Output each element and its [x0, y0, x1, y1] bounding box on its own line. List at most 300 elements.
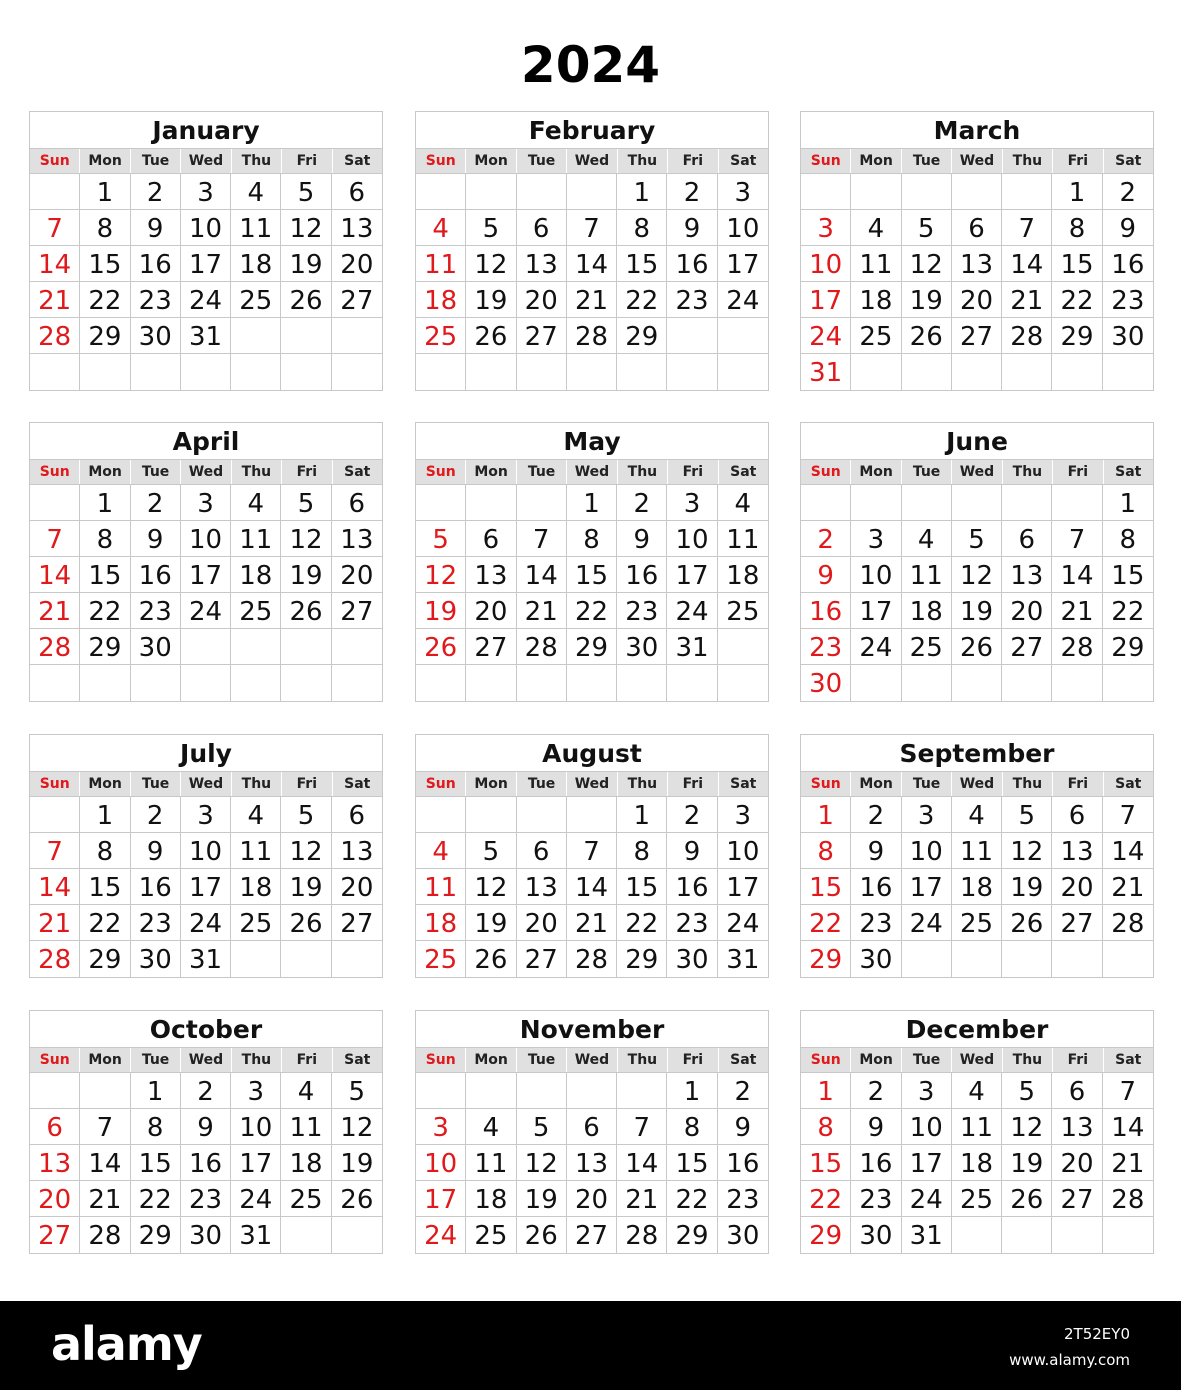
- day-cell: 31: [181, 318, 231, 354]
- day-cell: 19: [952, 593, 1002, 629]
- day-cell: 28: [1103, 1181, 1153, 1217]
- day-cell: 2: [131, 174, 181, 210]
- day-cell: 6: [466, 521, 516, 557]
- weekday-label: Tue: [130, 772, 180, 796]
- day-cell: 9: [851, 833, 901, 869]
- empty-cell: [466, 174, 516, 210]
- day-cell: 14: [30, 246, 80, 282]
- day-cell: 31: [231, 1217, 281, 1253]
- empty-cell: [517, 354, 567, 390]
- day-cell: 27: [567, 1217, 617, 1253]
- day-cell: 13: [1052, 833, 1102, 869]
- day-cell: 21: [567, 905, 617, 941]
- day-cell: 1: [567, 485, 617, 521]
- day-cell: 19: [466, 282, 516, 318]
- day-cell: 5: [517, 1109, 567, 1145]
- day-cell: 25: [952, 1181, 1002, 1217]
- day-cell: 26: [517, 1217, 567, 1253]
- day-cell: 27: [1052, 905, 1102, 941]
- day-cell: 3: [181, 485, 231, 521]
- empty-cell: [851, 485, 901, 521]
- day-cell: 3: [851, 521, 901, 557]
- empty-cell: [718, 629, 768, 665]
- day-cell: 19: [281, 246, 331, 282]
- day-cell: 25: [231, 282, 281, 318]
- day-cell: 19: [332, 1145, 382, 1181]
- day-cell: 6: [332, 485, 382, 521]
- empty-cell: [466, 485, 516, 521]
- weekday-label: Fri: [1052, 772, 1102, 796]
- day-cell: 26: [332, 1181, 382, 1217]
- weekday-header: [801, 460, 1153, 485]
- day-cell: 24: [718, 282, 768, 318]
- weekday-header: [801, 149, 1153, 174]
- weekday-label: Sun: [425, 1052, 456, 1068]
- month-title: September: [801, 735, 1153, 772]
- day-cell: 8: [1052, 210, 1102, 246]
- day-cell: 4: [416, 833, 466, 869]
- weekday-label: Tue: [901, 460, 951, 484]
- day-cell: 9: [131, 210, 181, 246]
- day-cell: 28: [567, 941, 617, 977]
- day-cell: 13: [332, 210, 382, 246]
- day-cell: 5: [1002, 1073, 1052, 1109]
- month-title: June: [801, 423, 1153, 460]
- day-cell: 5: [466, 833, 516, 869]
- weekday-label: Wed: [566, 149, 616, 173]
- month-november: [415, 1010, 769, 1254]
- day-cell: 2: [801, 521, 851, 557]
- day-cell: 11: [718, 521, 768, 557]
- day-cell: 21: [1103, 1145, 1153, 1181]
- day-cell: 31: [181, 941, 231, 977]
- day-cell: 13: [332, 833, 382, 869]
- day-cell: 16: [718, 1145, 768, 1181]
- days-grid: [30, 797, 382, 977]
- day-cell: 11: [466, 1145, 516, 1181]
- day-cell: 31: [667, 629, 717, 665]
- day-cell: 19: [281, 557, 331, 593]
- weekday-label: Fri: [667, 1048, 717, 1072]
- day-cell: 10: [902, 833, 952, 869]
- day-cell: 2: [851, 797, 901, 833]
- day-cell: 23: [1103, 282, 1153, 318]
- empty-cell: [952, 941, 1002, 977]
- day-cell: 6: [1002, 521, 1052, 557]
- day-cell: 22: [801, 905, 851, 941]
- empty-cell: [1052, 665, 1102, 701]
- weekday-header: [416, 1048, 768, 1073]
- day-cell: 17: [718, 869, 768, 905]
- empty-cell: [332, 318, 382, 354]
- day-cell: 26: [1002, 905, 1052, 941]
- days-grid: [416, 1073, 768, 1253]
- day-cell: 24: [851, 629, 901, 665]
- day-cell: 8: [801, 1109, 851, 1145]
- day-cell: 17: [718, 246, 768, 282]
- day-cell: 8: [667, 1109, 717, 1145]
- day-cell: 12: [281, 833, 331, 869]
- empty-cell: [466, 1073, 516, 1109]
- weekday-label: Mon: [465, 149, 515, 173]
- day-cell: 15: [567, 557, 617, 593]
- empty-cell: [281, 354, 331, 390]
- day-cell: 13: [517, 246, 567, 282]
- empty-cell: [902, 485, 952, 521]
- empty-cell: [231, 941, 281, 977]
- day-cell: 29: [80, 629, 130, 665]
- day-cell: 4: [231, 174, 281, 210]
- month-april: [29, 422, 383, 702]
- day-cell: 29: [801, 1217, 851, 1253]
- day-cell: 19: [281, 869, 331, 905]
- day-cell: 27: [30, 1217, 80, 1253]
- weekday-label: Tue: [901, 772, 951, 796]
- month-title: November: [416, 1011, 768, 1048]
- weekday-label: Thu: [617, 1048, 667, 1072]
- day-cell: 24: [416, 1217, 466, 1253]
- day-cell: 8: [80, 210, 130, 246]
- weekday-label: Sat: [718, 149, 768, 173]
- day-cell: 3: [902, 797, 952, 833]
- empty-cell: [952, 665, 1002, 701]
- day-cell: 9: [801, 557, 851, 593]
- day-cell: 16: [131, 869, 181, 905]
- day-cell: 20: [952, 282, 1002, 318]
- day-cell: 5: [952, 521, 1002, 557]
- day-cell: 1: [667, 1073, 717, 1109]
- day-cell: 29: [617, 318, 667, 354]
- empty-cell: [30, 174, 80, 210]
- weekday-label: Tue: [901, 149, 951, 173]
- day-cell: 7: [617, 1109, 667, 1145]
- weekday-label: Mon: [79, 149, 129, 173]
- weekday-label: Thu: [617, 772, 667, 796]
- day-cell: 23: [131, 905, 181, 941]
- day-cell: 30: [851, 941, 901, 977]
- day-cell: 27: [332, 282, 382, 318]
- day-cell: 26: [281, 282, 331, 318]
- day-cell: 2: [1103, 174, 1153, 210]
- day-cell: 24: [801, 318, 851, 354]
- day-cell: 19: [1002, 1145, 1052, 1181]
- day-cell: 12: [517, 1145, 567, 1181]
- day-cell: 23: [851, 1181, 901, 1217]
- empty-cell: [517, 485, 567, 521]
- empty-cell: [1103, 665, 1153, 701]
- day-cell: 30: [667, 941, 717, 977]
- day-cell: 5: [416, 521, 466, 557]
- month-august: [415, 734, 769, 978]
- day-cell: 22: [801, 1181, 851, 1217]
- day-cell: 19: [902, 282, 952, 318]
- month-may: [415, 422, 769, 702]
- day-cell: 29: [617, 941, 667, 977]
- day-cell: 22: [1052, 282, 1102, 318]
- day-cell: 25: [231, 593, 281, 629]
- day-cell: 21: [617, 1181, 667, 1217]
- empty-cell: [902, 174, 952, 210]
- day-cell: 25: [902, 629, 952, 665]
- day-cell: 9: [718, 1109, 768, 1145]
- empty-cell: [567, 1073, 617, 1109]
- weekday-label: Sat: [1103, 460, 1153, 484]
- day-cell: 28: [1002, 318, 1052, 354]
- day-cell: 29: [80, 941, 130, 977]
- day-cell: 24: [902, 1181, 952, 1217]
- day-cell: 3: [231, 1073, 281, 1109]
- day-cell: 2: [181, 1073, 231, 1109]
- day-cell: 4: [281, 1073, 331, 1109]
- weekday-label: Sat: [718, 1048, 768, 1072]
- weekday-label: Wed: [566, 1048, 616, 1072]
- day-cell: 4: [466, 1109, 516, 1145]
- day-cell: 15: [80, 557, 130, 593]
- empty-cell: [332, 1217, 382, 1253]
- weekday-header: [30, 772, 382, 797]
- day-cell: 6: [332, 797, 382, 833]
- day-cell: 13: [30, 1145, 80, 1181]
- day-cell: 21: [517, 593, 567, 629]
- month-title: July: [30, 735, 382, 772]
- day-cell: 20: [1052, 869, 1102, 905]
- empty-cell: [332, 354, 382, 390]
- weekday-label: Mon: [850, 149, 900, 173]
- day-cell: 9: [181, 1109, 231, 1145]
- day-cell: 19: [466, 905, 516, 941]
- empty-cell: [851, 354, 901, 390]
- weekday-label: Tue: [516, 460, 566, 484]
- day-cell: 2: [851, 1073, 901, 1109]
- weekday-label: Sat: [1103, 1048, 1153, 1072]
- day-cell: 27: [332, 905, 382, 941]
- day-cell: 2: [667, 797, 717, 833]
- empty-cell: [30, 485, 80, 521]
- weekday-label: Sun: [39, 776, 70, 792]
- day-cell: 17: [181, 869, 231, 905]
- day-cell: 17: [181, 246, 231, 282]
- day-cell: 10: [718, 210, 768, 246]
- day-cell: 29: [801, 941, 851, 977]
- empty-cell: [1002, 665, 1052, 701]
- day-cell: 23: [617, 593, 667, 629]
- day-cell: 1: [801, 797, 851, 833]
- weekday-label: Mon: [79, 460, 129, 484]
- day-cell: 3: [181, 797, 231, 833]
- day-cell: 17: [231, 1145, 281, 1181]
- day-cell: 8: [617, 833, 667, 869]
- day-cell: 11: [416, 869, 466, 905]
- day-cell: 30: [131, 318, 181, 354]
- month-july: [29, 734, 383, 978]
- weekday-label: Sat: [718, 460, 768, 484]
- image-id: 2T52EY0: [1064, 1325, 1130, 1343]
- day-cell: 18: [231, 557, 281, 593]
- day-cell: 15: [617, 869, 667, 905]
- weekday-label: Fri: [281, 1048, 331, 1072]
- weekday-label: Wed: [180, 460, 230, 484]
- empty-cell: [718, 354, 768, 390]
- weekday-label: Wed: [951, 149, 1001, 173]
- weekday-label: Thu: [231, 460, 281, 484]
- weekday-label: Mon: [465, 1048, 515, 1072]
- day-cell: 8: [617, 210, 667, 246]
- day-cell: 7: [1103, 1073, 1153, 1109]
- weekday-label: Thu: [617, 460, 667, 484]
- weekday-label: Tue: [516, 149, 566, 173]
- weekday-label: Thu: [231, 149, 281, 173]
- day-cell: 16: [801, 593, 851, 629]
- day-cell: 18: [281, 1145, 331, 1181]
- empty-cell: [181, 665, 231, 701]
- day-cell: 17: [851, 593, 901, 629]
- day-cell: 22: [1103, 593, 1153, 629]
- day-cell: 26: [281, 905, 331, 941]
- day-cell: 12: [1002, 833, 1052, 869]
- day-cell: 12: [281, 521, 331, 557]
- day-cell: 26: [952, 629, 1002, 665]
- weekday-label: Mon: [850, 460, 900, 484]
- day-cell: 21: [30, 905, 80, 941]
- day-cell: 28: [1103, 905, 1153, 941]
- day-cell: 14: [1103, 1109, 1153, 1145]
- day-cell: 11: [851, 246, 901, 282]
- day-cell: 23: [131, 282, 181, 318]
- weekday-header: [416, 460, 768, 485]
- day-cell: 7: [567, 210, 617, 246]
- empty-cell: [1103, 941, 1153, 977]
- day-cell: 13: [1052, 1109, 1102, 1145]
- weekday-label: Mon: [850, 1048, 900, 1072]
- day-cell: 22: [80, 905, 130, 941]
- day-cell: 18: [231, 869, 281, 905]
- empty-cell: [1103, 1217, 1153, 1253]
- day-cell: 15: [667, 1145, 717, 1181]
- weekday-label: Sun: [39, 464, 70, 480]
- day-cell: 13: [517, 869, 567, 905]
- day-cell: 24: [181, 593, 231, 629]
- day-cell: 7: [30, 210, 80, 246]
- empty-cell: [30, 354, 80, 390]
- day-cell: 1: [131, 1073, 181, 1109]
- day-cell: 26: [466, 941, 516, 977]
- day-cell: 5: [281, 485, 331, 521]
- empty-cell: [952, 174, 1002, 210]
- empty-cell: [1052, 1217, 1102, 1253]
- month-february: [415, 111, 769, 391]
- day-cell: 24: [181, 905, 231, 941]
- month-december: [800, 1010, 1154, 1254]
- empty-cell: [281, 1217, 331, 1253]
- day-cell: 7: [1052, 521, 1102, 557]
- day-cell: 13: [466, 557, 516, 593]
- day-cell: 28: [567, 318, 617, 354]
- empty-cell: [1052, 941, 1102, 977]
- day-cell: 27: [1052, 1181, 1102, 1217]
- day-cell: 20: [567, 1181, 617, 1217]
- weekday-label: Tue: [130, 1048, 180, 1072]
- day-cell: 25: [466, 1217, 516, 1253]
- day-cell: 10: [801, 246, 851, 282]
- day-cell: 30: [1103, 318, 1153, 354]
- day-cell: 16: [617, 557, 667, 593]
- day-cell: 27: [517, 318, 567, 354]
- day-cell: 4: [851, 210, 901, 246]
- day-cell: 9: [667, 210, 717, 246]
- weekday-label: Sun: [39, 153, 70, 169]
- day-cell: 17: [667, 557, 717, 593]
- day-cell: 15: [80, 869, 130, 905]
- day-cell: 17: [902, 869, 952, 905]
- day-cell: 11: [416, 246, 466, 282]
- day-cell: 4: [718, 485, 768, 521]
- empty-cell: [332, 665, 382, 701]
- month-title: December: [801, 1011, 1153, 1048]
- day-cell: 8: [801, 833, 851, 869]
- weekday-label: Fri: [667, 149, 717, 173]
- day-cell: 16: [181, 1145, 231, 1181]
- empty-cell: [1002, 1217, 1052, 1253]
- empty-cell: [30, 797, 80, 833]
- empty-cell: [281, 318, 331, 354]
- day-cell: 4: [231, 797, 281, 833]
- day-cell: 10: [902, 1109, 952, 1145]
- day-cell: 28: [30, 318, 80, 354]
- weekday-label: Thu: [231, 1048, 281, 1072]
- day-cell: 18: [466, 1181, 516, 1217]
- day-cell: 14: [1103, 833, 1153, 869]
- day-cell: 10: [851, 557, 901, 593]
- day-cell: 14: [517, 557, 567, 593]
- empty-cell: [718, 665, 768, 701]
- day-cell: 9: [1103, 210, 1153, 246]
- day-cell: 31: [902, 1217, 952, 1253]
- days-grid: [416, 485, 768, 701]
- day-cell: 7: [80, 1109, 130, 1145]
- empty-cell: [231, 354, 281, 390]
- day-cell: 28: [1052, 629, 1102, 665]
- days-grid: [30, 1073, 382, 1253]
- day-cell: 20: [332, 557, 382, 593]
- weekday-label: Sat: [332, 149, 382, 173]
- weekday-label: Mon: [79, 1048, 129, 1072]
- empty-cell: [231, 318, 281, 354]
- day-cell: 5: [466, 210, 516, 246]
- day-cell: 7: [30, 521, 80, 557]
- empty-cell: [466, 354, 516, 390]
- day-cell: 23: [131, 593, 181, 629]
- day-cell: 10: [181, 833, 231, 869]
- day-cell: 6: [517, 210, 567, 246]
- day-cell: 13: [332, 521, 382, 557]
- empty-cell: [131, 354, 181, 390]
- day-cell: 14: [30, 869, 80, 905]
- day-cell: 30: [851, 1217, 901, 1253]
- day-cell: 18: [416, 282, 466, 318]
- day-cell: 14: [1052, 557, 1102, 593]
- day-cell: 11: [231, 521, 281, 557]
- day-cell: 15: [131, 1145, 181, 1181]
- empty-cell: [231, 629, 281, 665]
- day-cell: 30: [131, 941, 181, 977]
- empty-cell: [567, 174, 617, 210]
- empty-cell: [1002, 174, 1052, 210]
- day-cell: 8: [1103, 521, 1153, 557]
- day-cell: 6: [1052, 1073, 1102, 1109]
- empty-cell: [466, 665, 516, 701]
- weekday-header: [416, 772, 768, 797]
- day-cell: 15: [1103, 557, 1153, 593]
